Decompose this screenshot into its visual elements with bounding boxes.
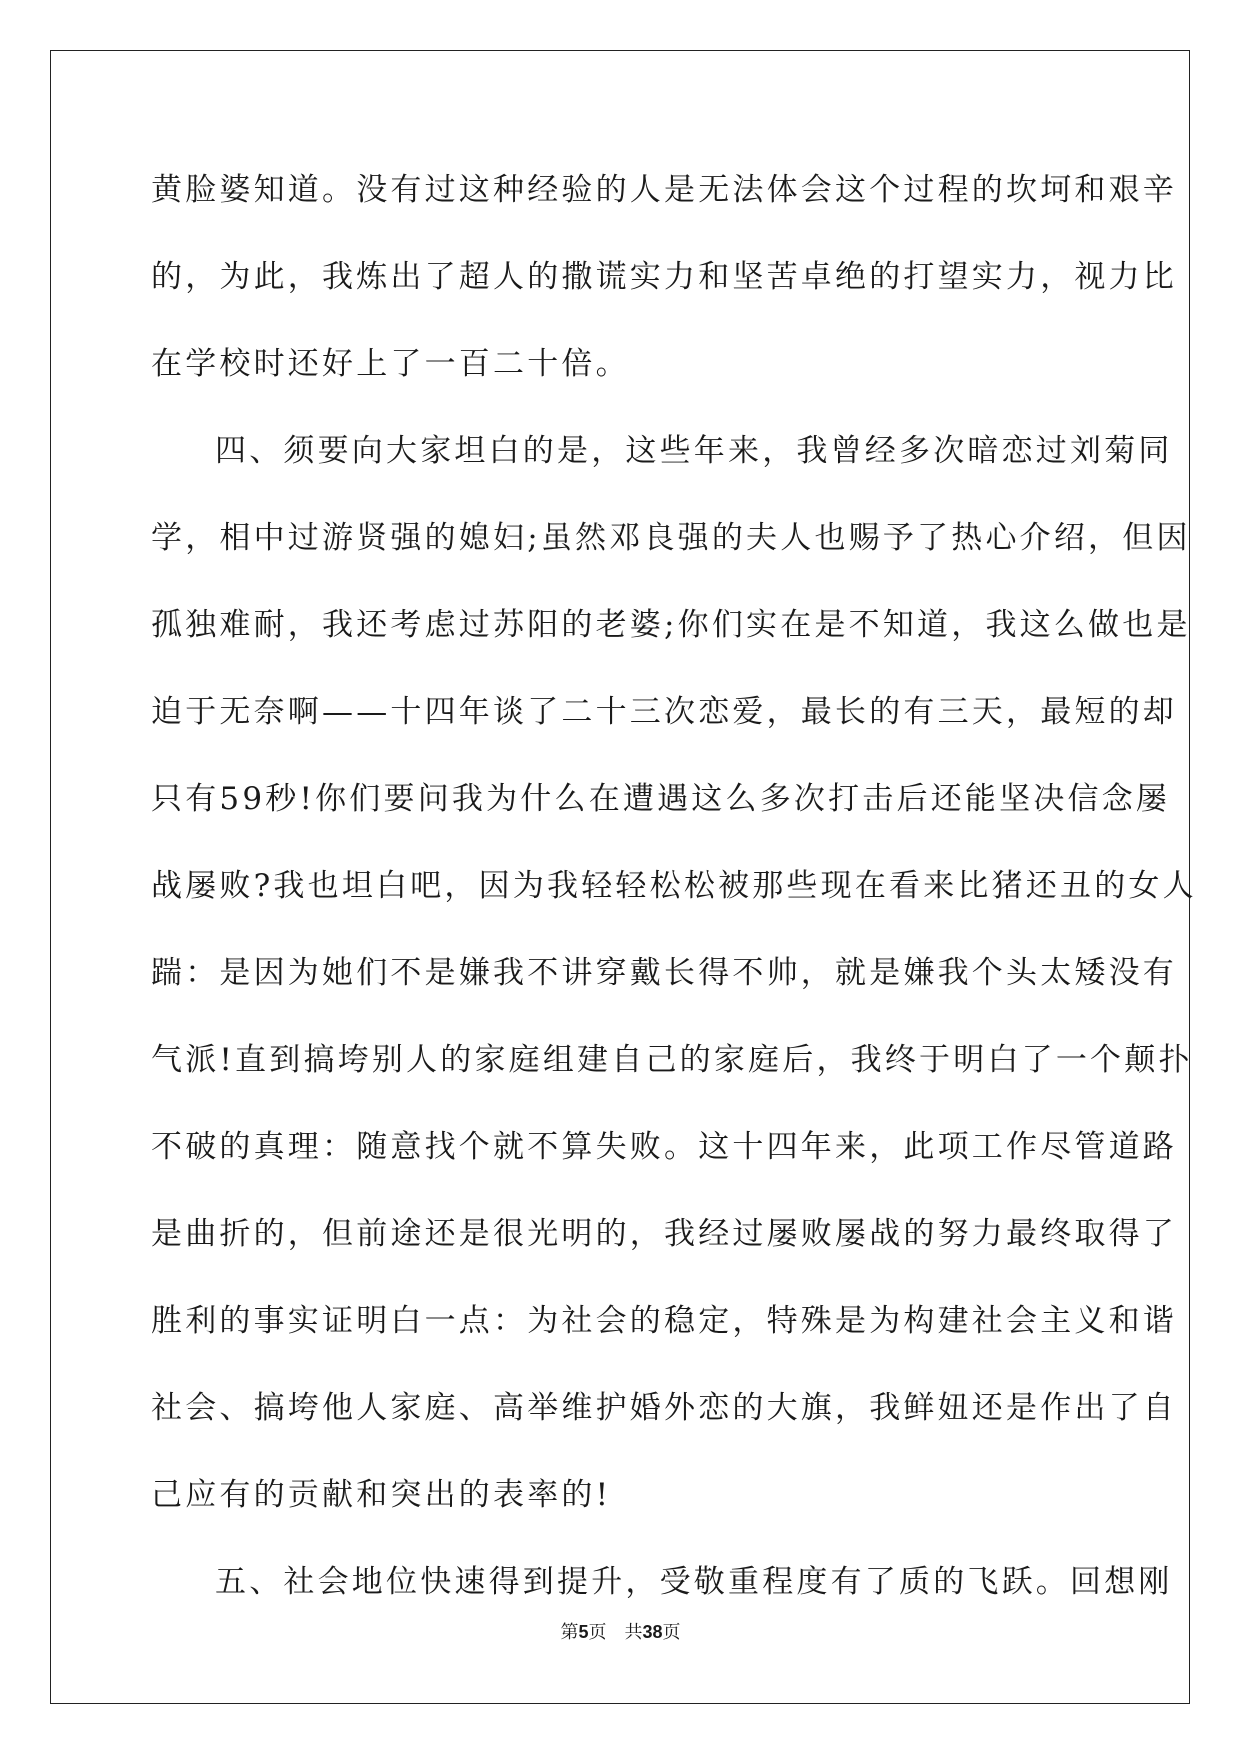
current-page-number: 5 — [578, 1622, 589, 1642]
text-line: 战屡败?我也坦白吧，因为我轻轻松松被那些现在看来比猪还丑的女人 — [151, 868, 1197, 904]
text-line: 学，相中过游贤强的媳妇;虽然邓良强的夫人也赐予了热心介绍，但因 — [151, 520, 1191, 556]
paragraph-start-line: 五、社会地位快速得到提升，受敬重程度有了质的飞跃。回想刚 — [215, 1564, 1173, 1600]
text-line: 迫于无奈啊——十四年谈了二十三次恋爱，最长的有三天，最短的却 — [151, 694, 1177, 730]
text-line: 踹：是因为她们不是嫌我不讲穿戴长得不帅，就是嫌我个头太矮没有 — [151, 955, 1177, 991]
text-line: 孤独难耐，我还考虑过苏阳的老婆;你们实在是不知道，我这么做也是 — [151, 607, 1191, 643]
text-line: 在学校时还好上了一百二十倍。 — [151, 346, 630, 382]
text-line: 己应有的贡献和突出的表率的! — [151, 1477, 612, 1513]
text-line: 只有59秒!你们要问我为什么在遭遇这么多次打击后还能坚决信念屡 — [151, 781, 1171, 817]
footer-mid: 页 共 — [588, 1622, 643, 1643]
text-line: 的，为此，我炼出了超人的撒谎实力和坚苦卓绝的打望实力，视力比 — [151, 259, 1177, 295]
paragraph-start-line: 四、须要向大家坦白的是，这些年来，我曾经多次暗恋过刘菊同 — [215, 433, 1173, 469]
body-text — [151, 163, 1197, 1642]
text-line: 胜利的事实证明白一点：为社会的稳定，特殊是为构建社会主义和谐 — [151, 1303, 1177, 1339]
text-line: 是曲折的，但前途还是很光明的，我经过屡败屡战的努力最终取得了 — [151, 1216, 1177, 1252]
text-line: 黄脸婆知道。没有过这种经验的人是无法体会这个过程的坎坷和艰辛 — [151, 172, 1177, 208]
text-line: 不破的真理：随意找个就不算失败。这十四年来，此项工作尽管道路 — [151, 1129, 1177, 1165]
text-line: 气派!直到搞垮别人的家庭组建自己的家庭后，我终于明白了一个颠扑 — [151, 1042, 1193, 1078]
total-pages-number: 38 — [642, 1622, 663, 1642]
footer-suffix: 页 — [662, 1622, 681, 1643]
footer-prefix: 第 — [560, 1622, 579, 1643]
text-line: 社会、搞垮他人家庭、高举维护婚外恋的大旗，我鲜妞还是作出了自 — [151, 1390, 1177, 1426]
page-footer — [0, 1620, 1241, 1645]
